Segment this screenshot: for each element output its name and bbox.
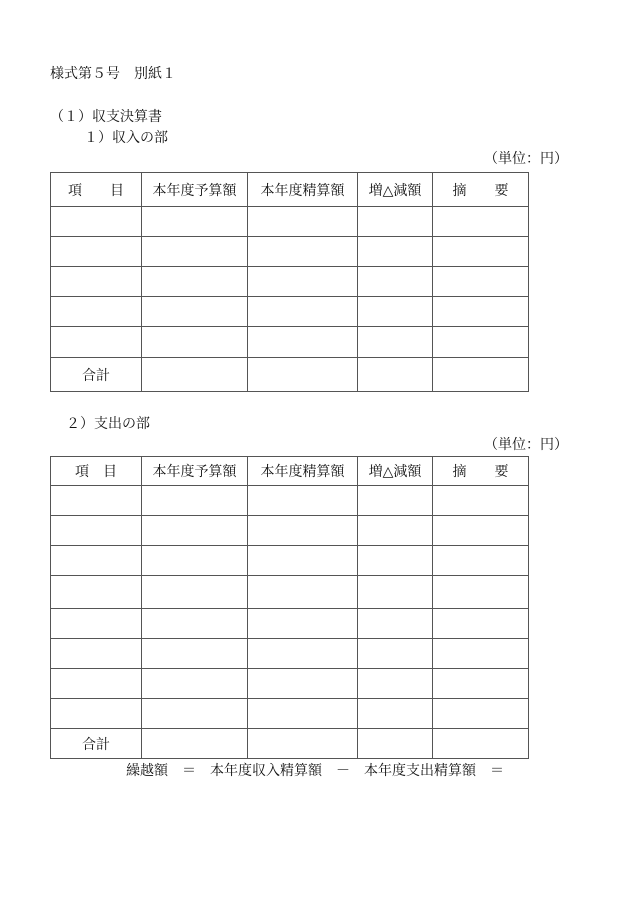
cell[interactable] bbox=[142, 267, 248, 297]
cell[interactable] bbox=[358, 267, 433, 297]
cell[interactable] bbox=[433, 576, 529, 609]
cell[interactable] bbox=[248, 267, 358, 297]
header-item: 項 目 bbox=[51, 457, 142, 486]
expense-subtitle: ２）支出の部 bbox=[66, 416, 150, 432]
table-row bbox=[51, 297, 529, 327]
cell[interactable] bbox=[248, 729, 358, 759]
cell[interactable] bbox=[433, 699, 529, 729]
cell[interactable] bbox=[51, 669, 142, 699]
income-subtitle: １）収入の部 bbox=[84, 130, 168, 146]
cell[interactable] bbox=[433, 267, 529, 297]
cell[interactable] bbox=[433, 669, 529, 699]
cell[interactable] bbox=[142, 546, 248, 576]
cell[interactable] bbox=[142, 576, 248, 609]
cell[interactable] bbox=[248, 699, 358, 729]
cell[interactable] bbox=[142, 358, 248, 392]
table-row bbox=[51, 237, 529, 267]
cell[interactable] bbox=[248, 237, 358, 267]
header-diff: 増△減額 bbox=[358, 173, 433, 207]
cell[interactable] bbox=[433, 546, 529, 576]
cell[interactable] bbox=[433, 639, 529, 669]
cell[interactable] bbox=[358, 207, 433, 237]
income-unit: （単位：円） bbox=[484, 151, 568, 167]
cell[interactable] bbox=[433, 516, 529, 546]
cell[interactable] bbox=[358, 639, 433, 669]
total-label: 合計 bbox=[51, 729, 142, 759]
cell[interactable] bbox=[358, 516, 433, 546]
table-row bbox=[51, 516, 529, 546]
cell[interactable] bbox=[433, 486, 529, 516]
section-title: （１）収支決算書 bbox=[50, 109, 162, 125]
cell[interactable] bbox=[51, 639, 142, 669]
header-row bbox=[51, 457, 529, 486]
cell[interactable] bbox=[248, 486, 358, 516]
expense-unit: （単位：円） bbox=[484, 437, 568, 453]
table-row bbox=[51, 609, 529, 639]
cell[interactable] bbox=[358, 669, 433, 699]
header-remarks: 摘 要 bbox=[433, 173, 529, 207]
cell[interactable] bbox=[142, 699, 248, 729]
cell[interactable] bbox=[51, 486, 142, 516]
cell[interactable] bbox=[358, 699, 433, 729]
cell[interactable] bbox=[142, 669, 248, 699]
header-settled: 本年度精算額 bbox=[248, 173, 358, 207]
cell[interactable] bbox=[142, 609, 248, 639]
cell[interactable] bbox=[51, 267, 142, 297]
cell[interactable] bbox=[248, 546, 358, 576]
cell[interactable] bbox=[433, 237, 529, 267]
cell[interactable] bbox=[248, 639, 358, 669]
cell[interactable] bbox=[433, 327, 529, 358]
table-row bbox=[51, 699, 529, 729]
cell[interactable] bbox=[51, 297, 142, 327]
expense-table bbox=[50, 456, 529, 759]
header-item: 項 目 bbox=[51, 173, 142, 207]
cell[interactable] bbox=[142, 297, 248, 327]
table-row bbox=[51, 546, 529, 576]
table-row bbox=[51, 576, 529, 609]
cell[interactable] bbox=[248, 609, 358, 639]
cell[interactable] bbox=[358, 297, 433, 327]
total-row bbox=[51, 729, 529, 759]
header-row bbox=[51, 173, 529, 207]
cell[interactable] bbox=[142, 327, 248, 358]
cell[interactable] bbox=[142, 237, 248, 267]
header-budget: 本年度予算額 bbox=[142, 173, 248, 207]
cell[interactable] bbox=[142, 639, 248, 669]
cell[interactable] bbox=[248, 297, 358, 327]
table-row bbox=[51, 669, 529, 699]
table-row bbox=[51, 639, 529, 669]
cell[interactable] bbox=[248, 358, 358, 392]
cell[interactable] bbox=[248, 207, 358, 237]
cell[interactable] bbox=[358, 358, 433, 392]
carryover-formula: 繰越額 ＝ 本年度収入精算額 － 本年度支出精算額 ＝ bbox=[126, 763, 504, 779]
cell[interactable] bbox=[433, 729, 529, 759]
cell[interactable] bbox=[51, 546, 142, 576]
table-row bbox=[51, 267, 529, 297]
cell[interactable] bbox=[142, 729, 248, 759]
cell[interactable] bbox=[142, 207, 248, 237]
cell[interactable] bbox=[248, 516, 358, 546]
cell[interactable] bbox=[142, 516, 248, 546]
cell[interactable] bbox=[51, 327, 142, 358]
cell[interactable] bbox=[358, 237, 433, 267]
table-row bbox=[51, 486, 529, 516]
cell[interactable] bbox=[358, 327, 433, 358]
cell[interactable] bbox=[358, 609, 433, 639]
header-diff: 増△減額 bbox=[358, 457, 433, 486]
cell[interactable] bbox=[51, 207, 142, 237]
cell[interactable] bbox=[433, 609, 529, 639]
total-row bbox=[51, 358, 529, 392]
table-row bbox=[51, 327, 529, 358]
cell[interactable] bbox=[248, 576, 358, 609]
cell[interactable] bbox=[358, 486, 433, 516]
cell[interactable] bbox=[433, 207, 529, 237]
income-table bbox=[50, 172, 529, 392]
form-label: 様式第５号 別紙１ bbox=[50, 66, 176, 82]
table-row bbox=[51, 207, 529, 237]
cell[interactable] bbox=[248, 669, 358, 699]
cell[interactable] bbox=[248, 327, 358, 358]
cell[interactable] bbox=[358, 576, 433, 609]
cell[interactable] bbox=[433, 297, 529, 327]
total-label: 合計 bbox=[51, 358, 142, 392]
cell[interactable] bbox=[433, 358, 529, 392]
cell[interactable] bbox=[142, 486, 248, 516]
header-remarks: 摘 要 bbox=[433, 457, 529, 486]
header-settled: 本年度精算額 bbox=[248, 457, 358, 486]
cell[interactable] bbox=[51, 576, 142, 609]
cell[interactable] bbox=[51, 237, 142, 267]
cell[interactable] bbox=[51, 699, 142, 729]
cell[interactable] bbox=[358, 546, 433, 576]
header-budget: 本年度予算額 bbox=[142, 457, 248, 486]
cell[interactable] bbox=[51, 516, 142, 546]
cell[interactable] bbox=[358, 729, 433, 759]
cell[interactable] bbox=[51, 609, 142, 639]
